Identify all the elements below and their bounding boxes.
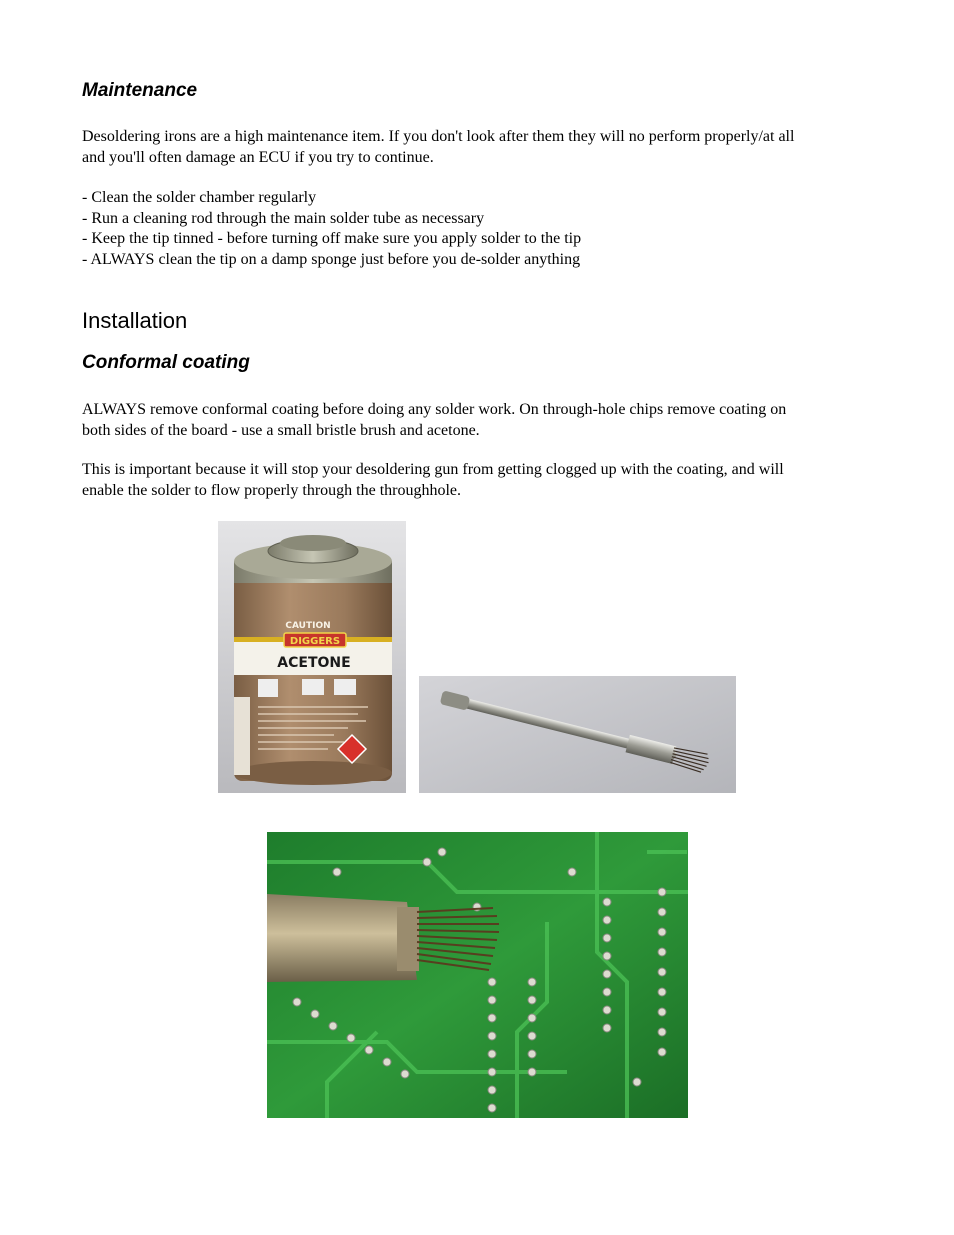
maintenance-intro xyxy=(82,127,872,168)
bristle-brush-photo xyxy=(419,676,736,793)
can-product-text: ACETONE xyxy=(277,655,351,671)
pcb-brushing-photo xyxy=(267,832,688,1118)
intro-line: and you'll often damage an ECU if you try to continue. xyxy=(82,148,434,166)
conformal-para-1 xyxy=(82,400,872,441)
para-line: both sides of the board - use a small bristle brush and acetone. xyxy=(82,421,480,439)
conformal-para-2 xyxy=(82,460,872,501)
para-line: enable the solder to flow properly through the throughhole. xyxy=(82,481,462,499)
acetone-can-photo xyxy=(218,521,406,793)
can-pictograms xyxy=(258,679,356,697)
tip-item: - Clean the solder chamber regularly xyxy=(82,189,317,206)
tip-item: - ALWAYS clean the tip on a damp sponge just before you de-solder anything xyxy=(82,250,581,268)
tip-item: - Run a cleaning rod through the main solder tube as necessary xyxy=(82,209,485,227)
para-line: ALWAYS remove conformal coating before doing any solder work. On through-hole chips remove coating on xyxy=(82,401,787,418)
intro-line: Desoldering irons are a high maintenance item. If you don't look after them they will no perform properly/at all xyxy=(82,128,795,145)
tip-item: - Keep the tip tinned - before turning off make sure you apply solder to the tip xyxy=(82,230,582,247)
can-brand-text: DIGGERS xyxy=(289,636,341,647)
can-caution-text: CAUTION xyxy=(285,621,331,631)
para-line: This is important because it will stop your desoldering gun from getting clogged up with the coating, and will xyxy=(82,461,784,478)
maintenance-tips-list xyxy=(82,188,872,270)
maintenance-heading: Maintenance xyxy=(82,80,198,101)
installation-heading: Installation xyxy=(82,308,188,333)
conformal-coating-heading: Conformal coating xyxy=(82,352,250,373)
